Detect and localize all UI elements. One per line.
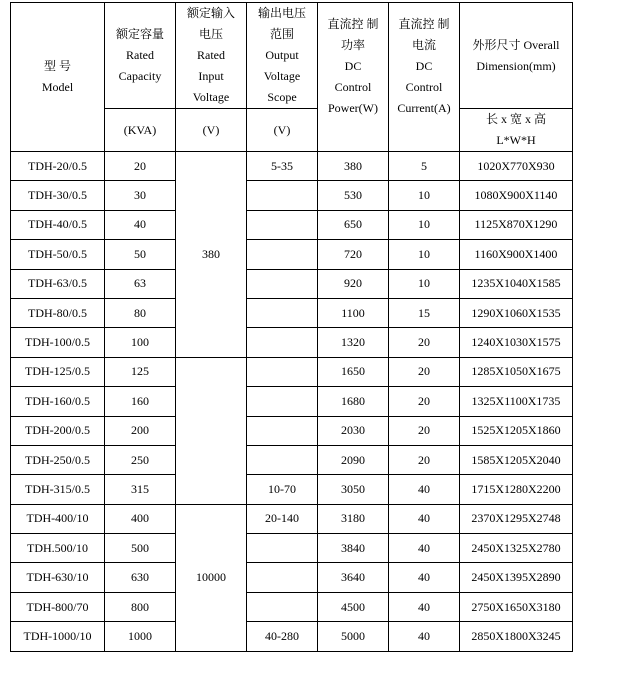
cell-current: 40 xyxy=(389,504,460,533)
cell-model: TDH-315/0.5 xyxy=(11,475,105,504)
cell-current: 40 xyxy=(389,475,460,504)
cell-power: 3640 xyxy=(318,563,389,592)
cell-power: 380 xyxy=(318,152,389,181)
cell-dimension: 2450X1395X2890 xyxy=(460,563,573,592)
cell-dimension: 2750X1650X3180 xyxy=(460,592,573,621)
cell-power: 1100 xyxy=(318,298,389,327)
cell-current: 10 xyxy=(389,269,460,298)
cell-capacity: 30 xyxy=(105,181,176,210)
cell-capacity: 500 xyxy=(105,534,176,563)
unit-dimension: 长 x 宽 x 高 L*W*H xyxy=(460,109,573,152)
table-row xyxy=(11,387,573,416)
cell-dimension: 1240X1030X1575 xyxy=(460,328,573,357)
header-capacity: 额定容量 Rated Capacity xyxy=(105,3,176,109)
cell-current: 40 xyxy=(389,622,460,651)
cell-output xyxy=(247,387,318,416)
cell-capacity: 200 xyxy=(105,416,176,445)
cell-power: 5000 xyxy=(318,622,389,651)
cell-power: 3840 xyxy=(318,534,389,563)
unit-capacity: (KVA) xyxy=(105,109,176,152)
cell-power: 1320 xyxy=(318,328,389,357)
cell-capacity: 315 xyxy=(105,475,176,504)
cell-dimension: 2850X1800X3245 xyxy=(460,622,573,651)
table-row xyxy=(11,152,573,181)
cell-output xyxy=(247,563,318,592)
table-row xyxy=(11,592,573,621)
cell-current: 20 xyxy=(389,357,460,386)
cell-model: TDH-20/0.5 xyxy=(11,152,105,181)
table-row xyxy=(11,269,573,298)
cell-current: 40 xyxy=(389,592,460,621)
cell-output: 40-280 xyxy=(247,622,318,651)
cell-dimension: 1715X1280X2200 xyxy=(460,475,573,504)
cell-capacity: 20 xyxy=(105,152,176,181)
table-row xyxy=(11,563,573,592)
cell-power: 530 xyxy=(318,181,389,210)
cell-current: 5 xyxy=(389,152,460,181)
cell-power: 650 xyxy=(318,210,389,239)
cell-model: TDH-50/0.5 xyxy=(11,240,105,269)
cell-output xyxy=(247,328,318,357)
cell-capacity: 630 xyxy=(105,563,176,592)
cell-model: TDH-200/0.5 xyxy=(11,416,105,445)
cell-current: 10 xyxy=(389,210,460,239)
cell-input-voltage-group2: 10000 xyxy=(176,504,247,651)
cell-dimension: 2370X1295X2748 xyxy=(460,504,573,533)
cell-output xyxy=(247,357,318,386)
cell-power: 3180 xyxy=(318,504,389,533)
cell-model: TDH-100/0.5 xyxy=(11,328,105,357)
cell-dimension: 2450X1325X2780 xyxy=(460,534,573,563)
table-row xyxy=(11,298,573,327)
cell-current: 40 xyxy=(389,534,460,563)
cell-input-voltage-group1: 380 xyxy=(176,152,247,358)
cell-model: TDH-400/10 xyxy=(11,504,105,533)
cell-dimension: 1125X870X1290 xyxy=(460,210,573,239)
cell-dimension: 1020X770X930 xyxy=(460,152,573,181)
cell-current: 10 xyxy=(389,240,460,269)
cell-model: TDH.500/10 xyxy=(11,534,105,563)
table-row xyxy=(11,240,573,269)
cell-power: 720 xyxy=(318,240,389,269)
cell-model: TDH-80/0.5 xyxy=(11,298,105,327)
cell-dimension: 1585X1205X2040 xyxy=(460,445,573,474)
cell-capacity: 50 xyxy=(105,240,176,269)
header-model: 型 号 Model xyxy=(11,3,105,152)
cell-model: TDH-630/10 xyxy=(11,563,105,592)
unit-output-voltage: (V) xyxy=(247,109,318,152)
cell-capacity: 800 xyxy=(105,592,176,621)
cell-power: 1650 xyxy=(318,357,389,386)
table-row xyxy=(11,622,573,651)
cell-capacity: 125 xyxy=(105,357,176,386)
cell-current: 40 xyxy=(389,563,460,592)
cell-current: 20 xyxy=(389,416,460,445)
cell-current: 20 xyxy=(389,387,460,416)
cell-output xyxy=(247,445,318,474)
header-output-voltage: 输出电压 范围 Output Voltage Scope xyxy=(247,3,318,109)
table-row xyxy=(11,416,573,445)
table-row xyxy=(11,534,573,563)
table-row xyxy=(11,181,573,210)
cell-power: 1680 xyxy=(318,387,389,416)
cell-current: 20 xyxy=(389,328,460,357)
cell-model: TDH-125/0.5 xyxy=(11,357,105,386)
cell-dimension: 1080X900X1140 xyxy=(460,181,573,210)
cell-dimension: 1285X1050X1675 xyxy=(460,357,573,386)
cell-dimension: 1325X1100X1735 xyxy=(460,387,573,416)
header-dimension: 外形尺寸 Overall Dimension(mm) xyxy=(460,3,573,109)
cell-output: 10-70 xyxy=(247,475,318,504)
cell-output xyxy=(247,269,318,298)
spec-table xyxy=(10,2,573,652)
cell-output: 20-140 xyxy=(247,504,318,533)
header-dc-power: 直流控 制 功率 DC Control Power(W) xyxy=(318,3,389,152)
table-row xyxy=(11,328,573,357)
header-dc-current: 直流控 制 电流 DC Control Current(A) xyxy=(389,3,460,152)
header-row xyxy=(11,3,573,109)
cell-output: 5-35 xyxy=(247,152,318,181)
cell-model: TDH-63/0.5 xyxy=(11,269,105,298)
cell-model: TDH-40/0.5 xyxy=(11,210,105,239)
cell-dimension: 1235X1040X1585 xyxy=(460,269,573,298)
cell-output xyxy=(247,592,318,621)
cell-output xyxy=(247,181,318,210)
cell-capacity: 40 xyxy=(105,210,176,239)
cell-capacity: 80 xyxy=(105,298,176,327)
cell-dimension: 1525X1205X1860 xyxy=(460,416,573,445)
cell-output xyxy=(247,298,318,327)
cell-capacity: 63 xyxy=(105,269,176,298)
cell-model: TDH-30/0.5 xyxy=(11,181,105,210)
cell-power: 3050 xyxy=(318,475,389,504)
cell-current: 15 xyxy=(389,298,460,327)
cell-model: TDH-250/0.5 xyxy=(11,445,105,474)
cell-power: 2090 xyxy=(318,445,389,474)
cell-output xyxy=(247,240,318,269)
cell-capacity: 250 xyxy=(105,445,176,474)
table-row xyxy=(11,357,573,386)
table-row xyxy=(11,475,573,504)
cell-model: TDH-800/70 xyxy=(11,592,105,621)
cell-output xyxy=(247,416,318,445)
cell-output xyxy=(247,534,318,563)
cell-model: TDH-1000/10 xyxy=(11,622,105,651)
cell-power: 2030 xyxy=(318,416,389,445)
cell-capacity: 400 xyxy=(105,504,176,533)
table-row xyxy=(11,210,573,239)
cell-current: 10 xyxy=(389,181,460,210)
cell-model: TDH-160/0.5 xyxy=(11,387,105,416)
header-input-voltage: 额定输入 电压 Rated Input Voltage xyxy=(176,3,247,109)
cell-power: 4500 xyxy=(318,592,389,621)
unit-input-voltage: (V) xyxy=(176,109,247,152)
cell-power: 920 xyxy=(318,269,389,298)
cell-input-voltage-blank xyxy=(176,357,247,504)
table-row xyxy=(11,504,573,533)
cell-capacity: 160 xyxy=(105,387,176,416)
cell-capacity: 100 xyxy=(105,328,176,357)
cell-capacity: 1000 xyxy=(105,622,176,651)
cell-current: 20 xyxy=(389,445,460,474)
cell-output xyxy=(247,210,318,239)
table-row xyxy=(11,445,573,474)
cell-dimension: 1160X900X1400 xyxy=(460,240,573,269)
cell-dimension: 1290X1060X1535 xyxy=(460,298,573,327)
